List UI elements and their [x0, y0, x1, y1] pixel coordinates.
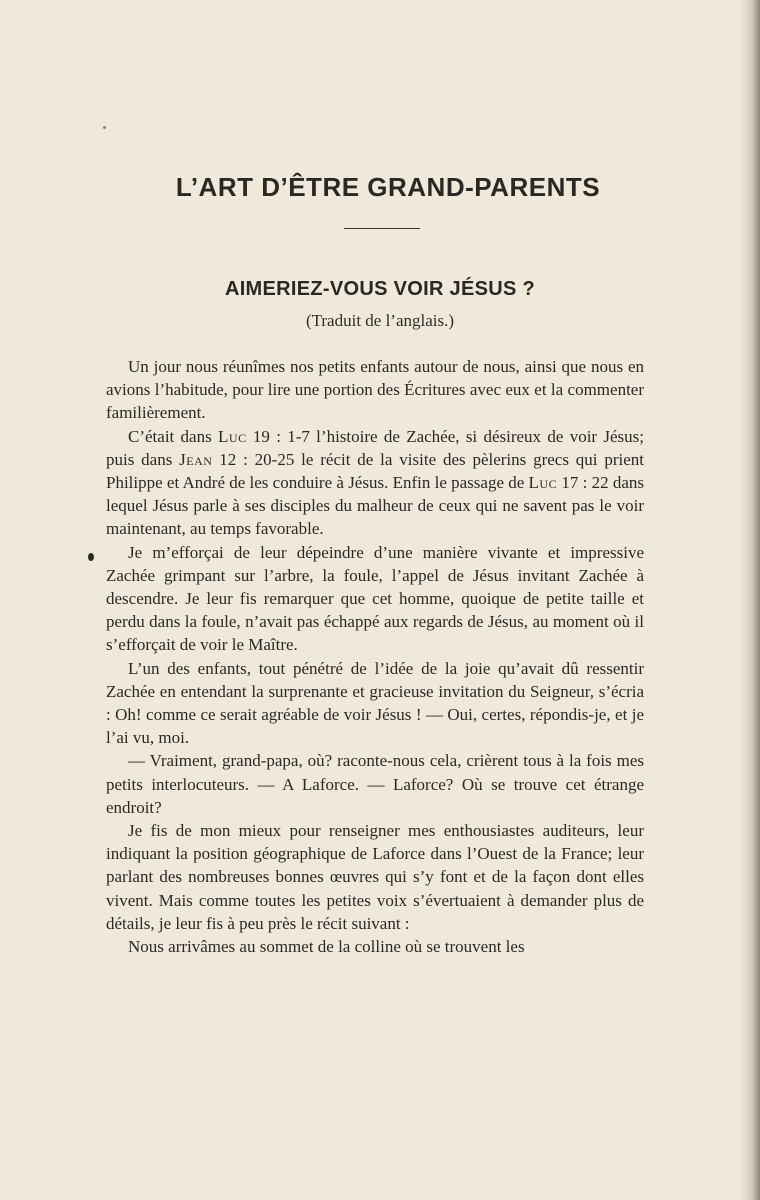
text-run: 17 : 22 dans lequel Jésus parle à ses disciples du malheur de ceux qui ne savent pas le voir maintenant, au temps favorable. — [106, 473, 644, 539]
text-run: Nous arrivâmes au sommet de la colline où se trouvent les — [128, 937, 525, 957]
book-reference: Luc — [528, 473, 558, 493]
paragraph — [106, 749, 644, 819]
book-reference: Jean — [179, 449, 213, 469]
title-divider — [344, 228, 420, 229]
text-run: 12 : 20-25 le récit de la visite des pèlerins grecs qui prient Philippe et André de les conduire à Jésus. Enfin le passage de — [106, 449, 645, 493]
book-reference: Luc — [218, 426, 247, 446]
paragraph — [106, 819, 644, 935]
text-run: C’était dans — [128, 426, 219, 446]
text-run: 19 : 1-7 l’histoire de Zachée, si désireux de voir Jésus; puis dans — [106, 426, 644, 469]
text-run: Un jour nous réunîmes nos petits enfants autour de nous, ainsi que nous en avions l’habitude, pour lire une portion des Écritures avec eux et la commenter familièrement. — [106, 357, 644, 423]
paragraph — [106, 355, 644, 425]
text-run: Je m’efforçai de leur dépeindre d’une manière vivante et impressive Zachée grimpant sur l’arbre, la foule, l’appel de Jésus invitant Zachée à descendre. Je leur fis remarquer que cet homme, quoique de petite taille et perdu dans la foule, n’avait pas échappé aux regards de Jésus, au moment où il s’efforçait de voir le Maître. — [106, 542, 644, 655]
translation-note: (Traduit de l’anglais.) — [305, 311, 455, 330]
page-title: L’ART D’ÊTRE GRAND-PARENTS — [175, 172, 601, 202]
article-subtitle: AIMERIEZ-VOUS VOIR JÉSUS ? — [224, 278, 536, 300]
text-run: L’un des enfants, tout pénétré de l’idée de la joie qu’avait dû ressentir Zachée en entendant la surprenante et gracieuse invitation du Seigneur, s’écria : Oh! comme ce serait agréable de voir Jésus ! — Oui, certes, répondis-je, et je l’ai vu, moi. — [106, 658, 644, 748]
paragraph — [106, 541, 644, 657]
paper-speck — [103, 126, 106, 129]
text-run: Je fis de mon mieux pour renseigner mes enthousiastes auditeurs, leur indiquant la position géographique de Laforce dans l’Ouest de la France; leur parlant des nombreuses bonnes œuvres qui s’y font et de la façon dont elles vivent. Mais comme toutes les petites voix s’évertuaient à demander plus de détails, je leur fis à peu près le récit suivant : — [106, 821, 644, 933]
margin-bullet — [88, 553, 94, 561]
text-run: — Vraiment, grand-papa, où? raconte-nous cela, crièrent tous à la fois mes petits interlocuteurs. — A Laforce. — Laforce? Où se trouve cet étrange endroit? — [106, 751, 644, 817]
paragraph — [106, 935, 644, 958]
paragraph — [106, 425, 644, 541]
paragraph — [106, 657, 644, 750]
article-body — [106, 355, 644, 958]
